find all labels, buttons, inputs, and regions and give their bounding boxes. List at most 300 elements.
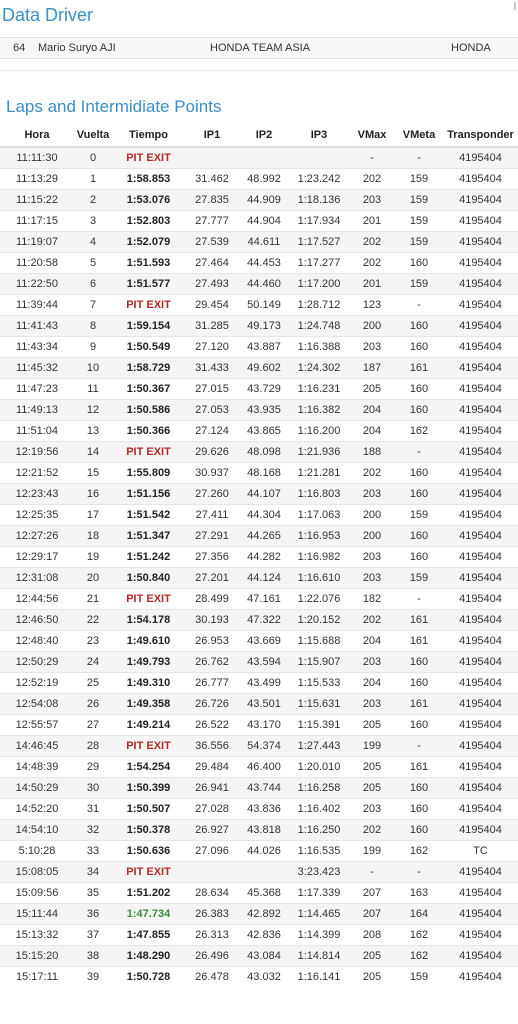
cell-hora: 11:11:30	[0, 147, 74, 169]
cell-vuelta: 4	[74, 232, 112, 253]
cell-vmax: 202	[349, 610, 395, 631]
cell-ip1: 27.260	[185, 484, 239, 505]
cell-ip3: 1:24.302	[289, 358, 349, 379]
cell-ip3: 1:15.391	[289, 715, 349, 736]
table-row	[0, 169, 518, 190]
cell-vuelta: 35	[74, 883, 112, 904]
cell-vuelta: 19	[74, 547, 112, 568]
cell-vmax: -	[349, 147, 395, 169]
cell-vmeta: -	[395, 862, 443, 883]
cell-vuelta: 2	[74, 190, 112, 211]
cell-hora: 12:31:08	[0, 568, 74, 589]
cell-ip1: 31.433	[185, 358, 239, 379]
cell-transponder: 4195404	[443, 589, 518, 610]
cell-transponder: TC	[443, 841, 518, 862]
cell-ip3: 1:15.631	[289, 694, 349, 715]
cell-vuelta: 23	[74, 631, 112, 652]
cell-vmeta: 160	[395, 673, 443, 694]
cell-vuelta: 3	[74, 211, 112, 232]
cell-vmax: 205	[349, 379, 395, 400]
cell-vuelta: 10	[74, 358, 112, 379]
cell-ip2: 50.149	[239, 295, 289, 316]
cell-vuelta: 17	[74, 505, 112, 526]
cell-transponder: 4195404	[443, 442, 518, 463]
cell-ip2: 44.026	[239, 841, 289, 862]
cell-transponder: 4195404	[443, 946, 518, 967]
cell-ip3: 1:28.712	[289, 295, 349, 316]
table-row	[0, 463, 518, 484]
cell-tiempo: 1:52.803	[112, 211, 185, 232]
cell-transponder: 4195404	[443, 736, 518, 757]
table-row	[0, 736, 518, 757]
cell-vmeta: 160	[395, 547, 443, 568]
cell-vuelta: 32	[74, 820, 112, 841]
cell-vmax: 203	[349, 190, 395, 211]
cell-vmeta: 160	[395, 253, 443, 274]
column-header-vmax: VMax	[349, 124, 395, 147]
cell-tiempo: 1:55.809	[112, 463, 185, 484]
cell-transponder: 4195404	[443, 778, 518, 799]
cell-transponder: 4195404	[443, 547, 518, 568]
table-row	[0, 883, 518, 904]
cell-tiempo: 1:47.855	[112, 925, 185, 946]
cell-ip1: 26.522	[185, 715, 239, 736]
cell-vuelta: 34	[74, 862, 112, 883]
column-header-transponder: Transponder	[443, 124, 518, 147]
cell-vuelta: 37	[74, 925, 112, 946]
cell-vmax: 204	[349, 673, 395, 694]
cell-transponder: 4195404	[443, 147, 518, 169]
cell-ip1: 27.291	[185, 526, 239, 547]
cell-vuelta: 13	[74, 421, 112, 442]
cell-hora: 11:17:15	[0, 211, 74, 232]
cell-tiempo: 1:50.378	[112, 820, 185, 841]
cell-vmax: 202	[349, 232, 395, 253]
cell-tiempo: 1:49.610	[112, 631, 185, 652]
cell-tiempo: 1:50.399	[112, 778, 185, 799]
cell-hora: 12:55:57	[0, 715, 74, 736]
cell-ip1: 27.777	[185, 211, 239, 232]
cell-tiempo: 1:53.076	[112, 190, 185, 211]
cell-vmax: -	[349, 862, 395, 883]
column-header-vmeta: VMeta	[395, 124, 443, 147]
cell-hora: 11:47:23	[0, 379, 74, 400]
cell-hora: 12:50:29	[0, 652, 74, 673]
cell-tiempo: 1:50.549	[112, 337, 185, 358]
cell-ip1: 26.478	[185, 967, 239, 988]
cell-vmeta: 159	[395, 568, 443, 589]
cell-ip1: 29.484	[185, 757, 239, 778]
cell-vuelta: 25	[74, 673, 112, 694]
cell-ip3: 1:17.063	[289, 505, 349, 526]
cell-tiempo: 1:51.242	[112, 547, 185, 568]
cell-hora: 12:21:52	[0, 463, 74, 484]
cell-ip3: 1:14.399	[289, 925, 349, 946]
table-row	[0, 925, 518, 946]
table-row	[0, 694, 518, 715]
cell-vmax: 202	[349, 820, 395, 841]
cell-ip3: 1:27.443	[289, 736, 349, 757]
cell-vmax: 201	[349, 274, 395, 295]
cell-vuelta: 18	[74, 526, 112, 547]
cell-ip2: 43.032	[239, 967, 289, 988]
cell-tiempo: 1:51.202	[112, 883, 185, 904]
cell-tiempo: 1:58.853	[112, 169, 185, 190]
cell-vmax: 202	[349, 169, 395, 190]
cell-vuelta: 30	[74, 778, 112, 799]
cell-hora: 12:27:26	[0, 526, 74, 547]
cell-transponder: 4195404	[443, 652, 518, 673]
cell-ip1: 27.096	[185, 841, 239, 862]
cell-hora: 12:19:56	[0, 442, 74, 463]
cell-ip2: 44.265	[239, 526, 289, 547]
column-header-hora: Hora	[0, 124, 74, 147]
table-row	[0, 274, 518, 295]
cell-vmax: 205	[349, 757, 395, 778]
cell-vmax: 202	[349, 253, 395, 274]
cell-transponder: 4195404	[443, 232, 518, 253]
cell-tiempo: 1:49.793	[112, 652, 185, 673]
cell-tiempo: 1:59.154	[112, 316, 185, 337]
cell-hora: 11:51:04	[0, 421, 74, 442]
cell-vmeta: 160	[395, 379, 443, 400]
cell-transponder: 4195404	[443, 505, 518, 526]
cell-ip2: 44.904	[239, 211, 289, 232]
table-row	[0, 547, 518, 568]
cell-transponder: 4195404	[443, 820, 518, 841]
cell-tiempo: 1:47.734	[112, 904, 185, 925]
scrollbar-thumb[interactable]	[514, 2, 516, 10]
cell-vmeta: 159	[395, 211, 443, 232]
table-row	[0, 400, 518, 421]
cell-ip3: 1:23.242	[289, 169, 349, 190]
cell-ip1: 27.120	[185, 337, 239, 358]
cell-transponder: 4195404	[443, 400, 518, 421]
cell-vmeta: 161	[395, 757, 443, 778]
cell-ip3: 3:23.423	[289, 862, 349, 883]
cell-hora: 15:11:44	[0, 904, 74, 925]
cell-transponder: 4195404	[443, 421, 518, 442]
cell-ip3: 1:15.907	[289, 652, 349, 673]
cell-ip3: 1:16.258	[289, 778, 349, 799]
cell-ip2: 43.818	[239, 820, 289, 841]
cell-vmax: 203	[349, 694, 395, 715]
table-row	[0, 568, 518, 589]
cell-ip2: 46.400	[239, 757, 289, 778]
laps-table-body	[0, 147, 518, 987]
table-row	[0, 967, 518, 988]
cell-ip3: 1:17.277	[289, 253, 349, 274]
cell-tiempo: PIT EXIT	[112, 147, 185, 169]
cell-vuelta: 33	[74, 841, 112, 862]
cell-vmeta: 159	[395, 169, 443, 190]
cell-transponder: 4195404	[443, 568, 518, 589]
cell-hora: 12:46:50	[0, 610, 74, 631]
cell-vmeta: -	[395, 147, 443, 169]
cell-ip2	[239, 862, 289, 883]
cell-tiempo: 1:48.290	[112, 946, 185, 967]
cell-tiempo: 1:51.577	[112, 274, 185, 295]
cell-vmax: 199	[349, 841, 395, 862]
cell-ip1: 28.499	[185, 589, 239, 610]
cell-vuelta: 22	[74, 610, 112, 631]
cell-ip1: 27.201	[185, 568, 239, 589]
cell-hora: 15:08:05	[0, 862, 74, 883]
cell-transponder: 4195404	[443, 904, 518, 925]
cell-hora: 12:54:08	[0, 694, 74, 715]
cell-ip3: 1:16.953	[289, 526, 349, 547]
cell-ip3: 1:16.535	[289, 841, 349, 862]
table-row	[0, 757, 518, 778]
table-row	[0, 799, 518, 820]
cell-ip3: 1:14.465	[289, 904, 349, 925]
cell-tiempo: 1:50.507	[112, 799, 185, 820]
cell-vmeta: 160	[395, 316, 443, 337]
cell-vuelta: 12	[74, 400, 112, 421]
cell-vmeta: 160	[395, 652, 443, 673]
cell-ip1: 26.313	[185, 925, 239, 946]
cell-vmeta: 160	[395, 463, 443, 484]
cell-ip2: 44.909	[239, 190, 289, 211]
cell-ip2: 44.124	[239, 568, 289, 589]
cell-ip2: 43.836	[239, 799, 289, 820]
cell-hora: 11:20:58	[0, 253, 74, 274]
cell-vmeta: 160	[395, 337, 443, 358]
table-row	[0, 358, 518, 379]
cell-tiempo: 1:49.214	[112, 715, 185, 736]
cell-vmax: 207	[349, 883, 395, 904]
cell-tiempo: 1:49.358	[112, 694, 185, 715]
laps-table	[0, 124, 518, 987]
cell-ip2: 43.499	[239, 673, 289, 694]
cell-vuelta: 5	[74, 253, 112, 274]
cell-hora: 11:41:43	[0, 316, 74, 337]
cell-ip3: 1:21.936	[289, 442, 349, 463]
cell-vmax: 205	[349, 967, 395, 988]
cell-hora: 11:22:50	[0, 274, 74, 295]
cell-vmeta: -	[395, 589, 443, 610]
cell-hora: 11:43:34	[0, 337, 74, 358]
cell-vmeta: 160	[395, 484, 443, 505]
cell-ip3: 1:18.136	[289, 190, 349, 211]
cell-vmax: 208	[349, 925, 395, 946]
cell-transponder: 4195404	[443, 190, 518, 211]
cell-vuelta: 38	[74, 946, 112, 967]
cell-vmax: 123	[349, 295, 395, 316]
cell-ip1: 26.383	[185, 904, 239, 925]
cell-tiempo: PIT EXIT	[112, 862, 185, 883]
cell-vmax: 203	[349, 568, 395, 589]
cell-ip1: 28.634	[185, 883, 239, 904]
cell-transponder: 4195404	[443, 316, 518, 337]
cell-tiempo: 1:50.367	[112, 379, 185, 400]
cell-ip3: 1:20.152	[289, 610, 349, 631]
cell-ip3: 1:15.688	[289, 631, 349, 652]
cell-transponder: 4195404	[443, 862, 518, 883]
cell-vmeta: 161	[395, 694, 443, 715]
cell-hora: 15:09:56	[0, 883, 74, 904]
cell-tiempo: 1:50.840	[112, 568, 185, 589]
cell-vuelta: 15	[74, 463, 112, 484]
cell-vuelta: 21	[74, 589, 112, 610]
cell-vmax: 202	[349, 463, 395, 484]
cell-ip2: 43.744	[239, 778, 289, 799]
driver-team: HONDA TEAM ASIA	[210, 42, 311, 54]
section-divider	[0, 70, 518, 71]
cell-vmeta: 160	[395, 526, 443, 547]
cell-ip2: 44.611	[239, 232, 289, 253]
table-row	[0, 211, 518, 232]
cell-tiempo: 1:54.254	[112, 757, 185, 778]
cell-tiempo: PIT EXIT	[112, 442, 185, 463]
cell-vuelta: 26	[74, 694, 112, 715]
table-row	[0, 232, 518, 253]
cell-ip3: 1:15.533	[289, 673, 349, 694]
table-header-row	[0, 124, 518, 147]
table-row	[0, 652, 518, 673]
cell-ip2: 43.170	[239, 715, 289, 736]
cell-vuelta: 20	[74, 568, 112, 589]
cell-vmax: 203	[349, 652, 395, 673]
cell-ip2: 44.453	[239, 253, 289, 274]
cell-vuelta: 16	[74, 484, 112, 505]
cell-ip1: 27.053	[185, 400, 239, 421]
cell-ip1: 31.285	[185, 316, 239, 337]
cell-tiempo: 1:51.347	[112, 526, 185, 547]
table-row	[0, 379, 518, 400]
cell-transponder: 4195404	[443, 211, 518, 232]
cell-transponder: 4195404	[443, 967, 518, 988]
cell-transponder: 4195404	[443, 925, 518, 946]
cell-vmeta: 162	[395, 946, 443, 967]
cell-ip2: 43.729	[239, 379, 289, 400]
cell-ip2: 44.460	[239, 274, 289, 295]
cell-hora: 12:25:35	[0, 505, 74, 526]
table-row	[0, 715, 518, 736]
cell-vmax: 204	[349, 400, 395, 421]
cell-vmax: 187	[349, 358, 395, 379]
cell-ip1: 27.124	[185, 421, 239, 442]
cell-transponder: 4195404	[443, 694, 518, 715]
cell-vmax: 201	[349, 211, 395, 232]
cell-vmax: 199	[349, 736, 395, 757]
cell-hora: 12:44:56	[0, 589, 74, 610]
cell-tiempo: 1:50.636	[112, 841, 185, 862]
cell-ip2: 43.669	[239, 631, 289, 652]
cell-ip3: 1:16.382	[289, 400, 349, 421]
cell-tiempo: PIT EXIT	[112, 295, 185, 316]
cell-vmax: 203	[349, 799, 395, 820]
cell-hora: 11:39:44	[0, 295, 74, 316]
table-row	[0, 778, 518, 799]
cell-hora: 14:48:39	[0, 757, 74, 778]
cell-ip2: 43.501	[239, 694, 289, 715]
cell-ip3: 1:17.339	[289, 883, 349, 904]
cell-vuelta: 7	[74, 295, 112, 316]
cell-ip2: 42.892	[239, 904, 289, 925]
cell-vmax: 205	[349, 715, 395, 736]
cell-tiempo: 1:49.310	[112, 673, 185, 694]
cell-vuelta: 24	[74, 652, 112, 673]
cell-transponder: 4195404	[443, 379, 518, 400]
cell-ip2: 48.992	[239, 169, 289, 190]
cell-hora: 12:23:43	[0, 484, 74, 505]
table-row	[0, 147, 518, 169]
cell-tiempo: 1:50.728	[112, 967, 185, 988]
cell-vmax: 207	[349, 904, 395, 925]
cell-vmax: 200	[349, 316, 395, 337]
driver-brand: HONDA	[451, 42, 491, 54]
cell-tiempo: 1:52.079	[112, 232, 185, 253]
cell-vmax: 203	[349, 547, 395, 568]
cell-vuelta: 6	[74, 274, 112, 295]
cell-ip1: 27.015	[185, 379, 239, 400]
cell-ip2: 49.173	[239, 316, 289, 337]
cell-vmax: 204	[349, 631, 395, 652]
cell-ip1: 26.726	[185, 694, 239, 715]
column-header-ip1: IP1	[185, 124, 239, 147]
cell-ip1: 26.927	[185, 820, 239, 841]
cell-ip3: 1:16.388	[289, 337, 349, 358]
cell-transponder: 4195404	[443, 337, 518, 358]
cell-vmax: 182	[349, 589, 395, 610]
cell-transponder: 4195404	[443, 295, 518, 316]
cell-ip1: 29.454	[185, 295, 239, 316]
cell-hora: 11:19:07	[0, 232, 74, 253]
cell-vuelta: 28	[74, 736, 112, 757]
cell-tiempo: PIT EXIT	[112, 589, 185, 610]
table-row	[0, 904, 518, 925]
table-row	[0, 337, 518, 358]
table-row	[0, 820, 518, 841]
cell-ip1: 27.411	[185, 505, 239, 526]
cell-ip1: 27.356	[185, 547, 239, 568]
cell-vmax: 188	[349, 442, 395, 463]
cell-vmax: 205	[349, 778, 395, 799]
cell-transponder: 4195404	[443, 715, 518, 736]
column-header-ip3: IP3	[289, 124, 349, 147]
cell-ip1: 27.835	[185, 190, 239, 211]
cell-vuelta: 0	[74, 147, 112, 169]
cell-ip2: 44.107	[239, 484, 289, 505]
cell-ip2: 48.168	[239, 463, 289, 484]
cell-vmeta: 159	[395, 232, 443, 253]
cell-vmeta: 160	[395, 715, 443, 736]
cell-vmeta: 160	[395, 799, 443, 820]
cell-transponder: 4195404	[443, 673, 518, 694]
cell-hora: 11:49:13	[0, 400, 74, 421]
cell-ip2: 44.282	[239, 547, 289, 568]
cell-hora: 12:52:19	[0, 673, 74, 694]
cell-transponder: 4195404	[443, 526, 518, 547]
cell-ip1: 26.941	[185, 778, 239, 799]
table-row	[0, 610, 518, 631]
cell-hora: 14:54:10	[0, 820, 74, 841]
cell-vmeta: 162	[395, 925, 443, 946]
cell-ip2: 42.836	[239, 925, 289, 946]
data-driver-title: Data Driver	[2, 5, 94, 25]
cell-vuelta: 1	[74, 169, 112, 190]
cell-hora: 14:50:29	[0, 778, 74, 799]
cell-ip1: 26.777	[185, 673, 239, 694]
cell-hora: 11:45:32	[0, 358, 74, 379]
driver-info-row	[0, 37, 518, 59]
cell-tiempo: 1:58.729	[112, 358, 185, 379]
column-header-tiempo: Tiempo	[112, 124, 185, 147]
cell-tiempo: 1:54.178	[112, 610, 185, 631]
cell-vmeta: 161	[395, 358, 443, 379]
cell-transponder: 4195404	[443, 799, 518, 820]
